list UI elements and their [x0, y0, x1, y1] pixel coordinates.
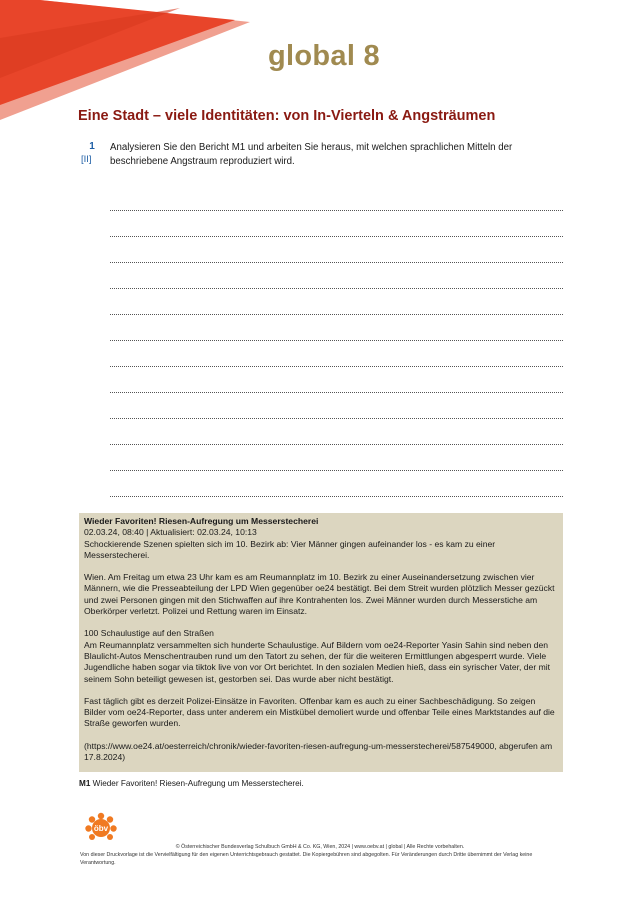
answer-line[interactable]	[110, 237, 563, 263]
answer-line[interactable]	[110, 393, 563, 419]
caption-label: M1	[79, 779, 91, 788]
worksheet-title: Eine Stadt – viele Identitäten: von In-Vierteln & Angsträumen	[78, 108, 496, 124]
answer-line[interactable]	[110, 315, 563, 341]
task-level: [II]	[81, 154, 92, 165]
oebv-logo-icon	[84, 812, 118, 844]
answer-line[interactable]	[110, 185, 563, 211]
answer-line[interactable]	[110, 341, 563, 367]
task-text: Analysieren Sie den Bericht M1 und arbeiten Sie heraus, mit welchen sprachlichen Mitteln der beschriebene Angstraum reproduziert wird.	[110, 142, 513, 167]
article-paragraph: Fast täglich gibt es derzeit Polizei-Einsätze in Favoriten. Offenbar kam es auch zu einer Sachbeschädigung. So zeigen Bilder vom oe24-Reporter, dass unter anderem ein Mistkübel demoliert wurde und offenbar Teile eines Marktstandes auf die Straße geworfen wurden.	[84, 695, 555, 729]
task-number: 1	[89, 141, 95, 152]
article-date: 02.03.24, 08:40 | Aktualisiert: 02.03.24, 10:13	[84, 527, 257, 538]
answer-line[interactable]	[110, 289, 563, 315]
article-paragraph: Am Reumannplatz versammelten sich hunderte Schaulustige. Auf Bildern vom oe24-Reporter Yasin Sahin sind neben den Blaulicht-Autos Menschentrauben rund um den Tatort zu sehen, der für die weiteren Ermittlungen abgesperrt wurde. Viele Jugendliche haben sogar via tiktok live von vor Ort berichtet. In den sozialen Medien hieß, dass ein syrischer Vater, der mit seinem Sohn beteiligt gewesen ist, gestorben sei. Das wurde aber nicht bestätigt.	[84, 639, 551, 684]
brand-title: global 8	[268, 40, 380, 72]
article-lead: Schockierende Szenen spielten sich im 10. Bezirk ab: Vier Männer gingen aufeinander los - es kam zu einer Messerstecherei.	[84, 538, 496, 560]
answer-line[interactable]	[110, 263, 563, 289]
answer-lines	[110, 185, 563, 497]
answer-line[interactable]	[110, 211, 563, 237]
article-paragraph: Wien. Am Freitag um etwa 23 Uhr kam es am Reumannplatz im 10. Bezirk zu einer Auseinandersetzung zwischen vier Männern, wie die Presseabteilung der LPD Wien gegenüber oe24 bestätigt. Bei dem Streit wurden plötzlich Messer gezückt und zwei Personen gingen mit den Stichwaffen auf ihre Kontrahenten los. Zwei Männer wurden durch Messerstiche am Oberkörper verletzt. Polizei und Rettung waren im Einsatz.	[84, 572, 555, 617]
footer-notice: Von dieser Druckvorlage ist die Vervielfältigung für den eigenen Unterrichtsgebrauch gestattet. Die Kopiergebühren sind abgegolten. Für Veränderungen durch Dritte übernimmt der Verlag keine Verantwortung.	[80, 852, 533, 866]
article-headline: Wieder Favoriten! Riesen-Aufregung um Messerstecherei	[84, 516, 319, 526]
article-source: (https://www.oe24.at/oesterreich/chronik/wieder-favoriten-riesen-aufregung-um-messerstecherei/587549000, abgerufen am 17.8.2024)	[84, 740, 553, 763]
article-box	[79, 513, 563, 772]
article-subheading: 100 Schaulustige auf den Straßen	[84, 628, 214, 639]
caption-text: Wieder Favoriten! Riesen-Aufregung um Messerstecherei.	[90, 779, 304, 788]
footer-copyright: © Österreichischer Bundesverlag Schulbuch GmbH & Co. KG, Wien, 2024 | www.oebv.at | global | Alle Rechte vorbehalten.	[175, 844, 465, 850]
answer-line[interactable]	[110, 445, 563, 471]
corner-decoration	[0, 0, 260, 120]
answer-line[interactable]	[110, 471, 563, 497]
footer	[80, 843, 560, 867]
answer-line[interactable]	[110, 367, 563, 393]
material-caption	[79, 779, 304, 788]
answer-line[interactable]	[110, 419, 563, 445]
logo-text: öbv	[93, 824, 109, 833]
